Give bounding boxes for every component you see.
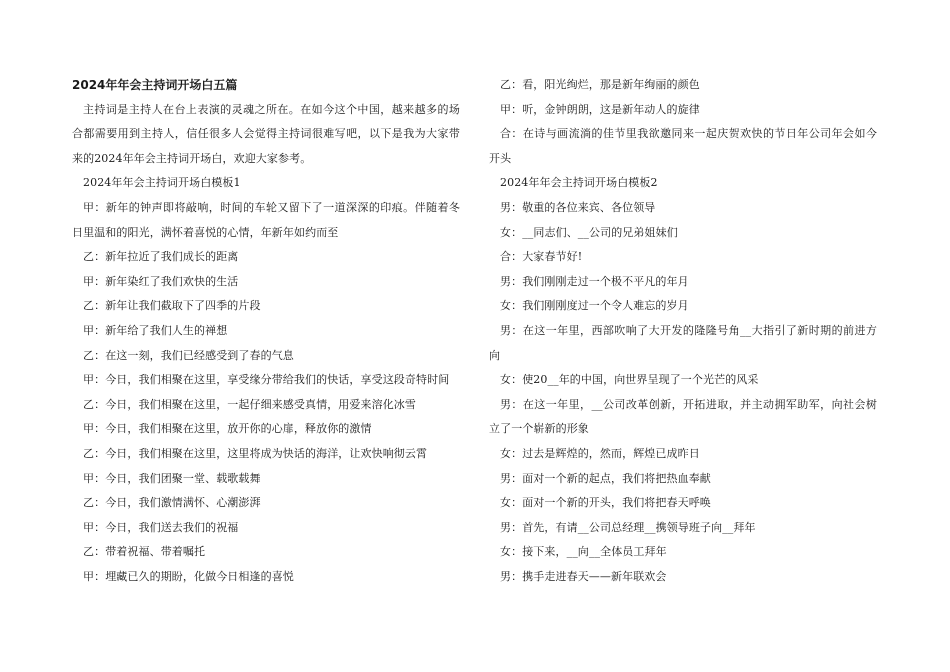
paragraph: 主持词是主持人在台上表演的灵魂之所在。在如今这个中国，越来越多的场合都需要用到主持人，信任很多人会觉得主持词很难写吧，以下是我为大家带来的2024年年会主持词开场白，欢迎大家参考。 (72, 102, 460, 165)
paragraph: 男：敬重的各位来宾、各位领导 (500, 200, 656, 214)
paragraph: 男：在这一年里，__公司改革创新，开拓进取，并主动拥军助军，向社会树立了一个崭新的形象 (489, 397, 877, 436)
paragraph: 男：在这一年里，西部吹响了大开发的隆隆号角__大指引了新时期的前进方向 (489, 323, 877, 362)
paragraph: 男：首先，有请__公司总经理__携领导班子向__拜年 (500, 520, 756, 534)
right-body (489, 73, 877, 589)
paragraph: 乙：今日，我们激情满怀、心潮澎湃 (83, 496, 261, 510)
paragraph: 2024年年会主持词开场白模板1 (83, 176, 241, 190)
paragraph: 合：在诗与画流淌的佳节里我欲邀同来一起庆贺欢快的节日年公司年会如今开头 (489, 127, 877, 165)
paragraph: 乙：新年让我们截取下了四季的片段 (83, 299, 261, 313)
left-body (72, 98, 460, 590)
left-column (72, 73, 460, 589)
paragraph: 甲：今日，我们送去我们的祝福 (83, 520, 239, 534)
paragraph: 女：接下来，__向__全体员工拜年 (500, 545, 667, 559)
paragraph: 女：__同志们、__公司的兄弟姐妹们 (500, 225, 678, 239)
paragraph: 男：携手走进春天——新年联欢会 (500, 569, 667, 583)
paragraph: 乙：看，阳光绚烂，那是新年绚丽的颜色 (500, 78, 700, 91)
paragraph: 甲：新年给了我们人生的禅想 (83, 323, 228, 337)
paragraph: 女：过去是辉煌的，然而，辉煌已成昨日 (500, 446, 700, 460)
paragraph: 女：我们刚刚度过一个令人难忘的岁月 (500, 299, 689, 313)
paragraph: 甲：新年的钟声即将敲响，时间的车轮又留下了一道深深的印痕。伴随着冬日里温和的阳光，满怀着喜悦的心情，年新年如约而至 (72, 200, 460, 239)
paragraph: 甲：听，金钟朗朗，这是新年动人的旋律 (500, 102, 700, 116)
paragraph: 乙：新年拉近了我们成长的距离 (83, 250, 239, 264)
paragraph: 乙：带着祝福、带着嘱托 (83, 545, 206, 559)
paragraph: 甲：今日，我们团聚一堂、载歌载舞 (83, 471, 261, 485)
paragraph: 男：面对一个新的起点，我们将把热血奉献 (500, 471, 711, 485)
paragraph: 乙：今日，我们相聚在这里，一起仔细来感受真情，用爱来溶化冰雪 (83, 397, 416, 411)
paragraph: 乙：在这一刻，我们已经感受到了春的气息 (83, 348, 294, 362)
paragraph: 甲：埋藏已久的期盼，化做今日相逢的喜悦 (83, 569, 294, 583)
document-title: 2024年年会主持词开场白五篇 (72, 78, 238, 92)
paragraph: 合：大家春节好! (500, 250, 583, 264)
paragraph: 男：我们刚刚走过一个极不平凡的年月 (500, 274, 689, 288)
paragraph: 甲：今日，我们相聚在这里，放开你的心扉，释放你的激情 (83, 422, 372, 436)
paragraph: 乙：今日，我们相聚在这里，这里将成为快话的海洋，让欢快响彻云霄 (83, 446, 428, 460)
paragraph: 2024年年会主持词开场白模板2 (500, 176, 658, 190)
paragraph: 甲：新年染红了我们欢快的生活 (83, 274, 239, 288)
right-column (489, 73, 877, 589)
paragraph: 女：使20__年的中国，向世界呈现了一个光芒的风采 (500, 373, 759, 387)
paragraph: 甲：今日，我们相聚在这里，享受缘分带给我们的快话，享受这段奇特时间 (83, 373, 450, 387)
paragraph: 女：面对一个新的开头，我们将把春天呼唤 (500, 496, 711, 510)
